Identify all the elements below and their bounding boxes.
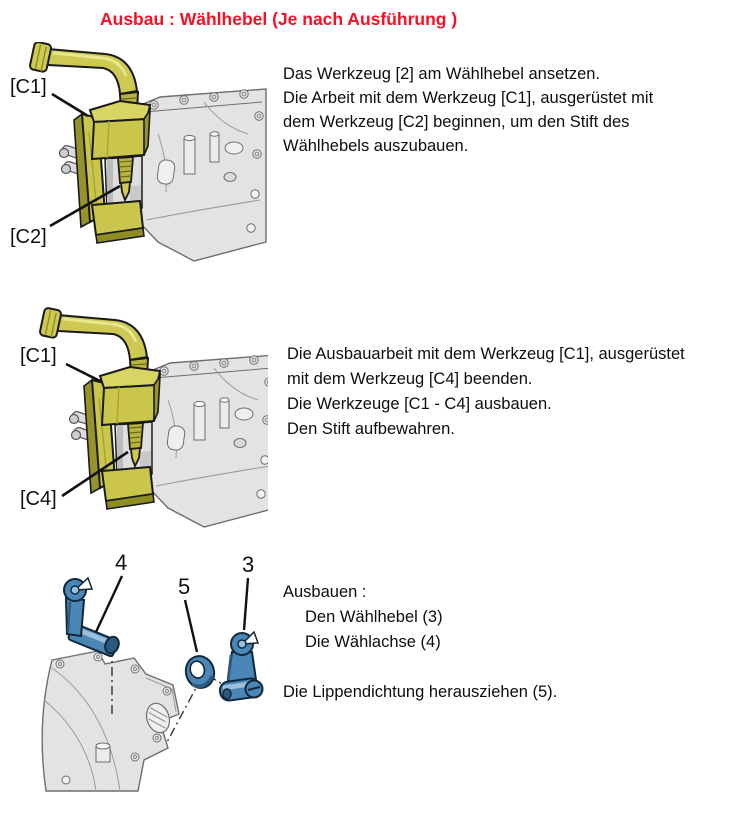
- figure-step3: [8, 548, 276, 816]
- text-gap: [283, 655, 557, 680]
- callout-4: 4: [115, 550, 128, 575]
- instruction-text-step1: [283, 62, 653, 158]
- text-line: Die Wählachse (4): [305, 633, 441, 651]
- callout-c4: [C4]: [20, 488, 57, 510]
- instruction-text-step3: [283, 580, 557, 705]
- text-line: Die Werkzeuge [C1 - C4] ausbauen.: [287, 395, 552, 413]
- text-line: Den Stift aufbewahren.: [287, 420, 455, 438]
- text-line: dem Werkzeug [C2] beginnen, um den Stift des: [283, 113, 630, 131]
- text-line: Ausbauen :: [283, 583, 367, 601]
- callout-c1: [C1]: [10, 76, 47, 98]
- callout-c2: [C2]: [10, 226, 47, 248]
- text-line: Wählhebels auszubauen.: [283, 137, 469, 155]
- figure-step3-drawing: [8, 548, 276, 816]
- selector-lever-part3-drawing: [219, 632, 263, 702]
- text-line: Die Arbeit mit dem Werkzeug [C1], ausgerüstet mit: [283, 89, 654, 107]
- callout-c1: [C1]: [20, 345, 57, 367]
- text-line: Das Werkzeug [2] am Wählhebel ansetzen.: [283, 65, 601, 83]
- figure-step1-drawing: [8, 42, 268, 282]
- selector-shaft-part4-drawing: [64, 578, 121, 657]
- callout-5: 5: [178, 574, 191, 599]
- figure-step1: [8, 42, 268, 282]
- callout-3: 3: [242, 552, 255, 577]
- gearbox-housing-drawing: [42, 651, 179, 791]
- text-line: Den Wählhebel (3): [305, 608, 443, 626]
- lip-seal-part5-drawing: [182, 653, 217, 691]
- instruction-text-step2: [287, 342, 685, 442]
- figure-step2: [8, 300, 268, 538]
- text-line: mit dem Werkzeug [C4] beenden.: [287, 370, 533, 388]
- text-line: Die Lippendichtung herausziehen (5).: [283, 683, 558, 701]
- text-line: Die Ausbauarbeit mit dem Werkzeug [C1], ausgerüstet: [287, 345, 685, 363]
- page-title: Ausbau : Wählhebel (Je nach Ausführung ): [100, 9, 458, 29]
